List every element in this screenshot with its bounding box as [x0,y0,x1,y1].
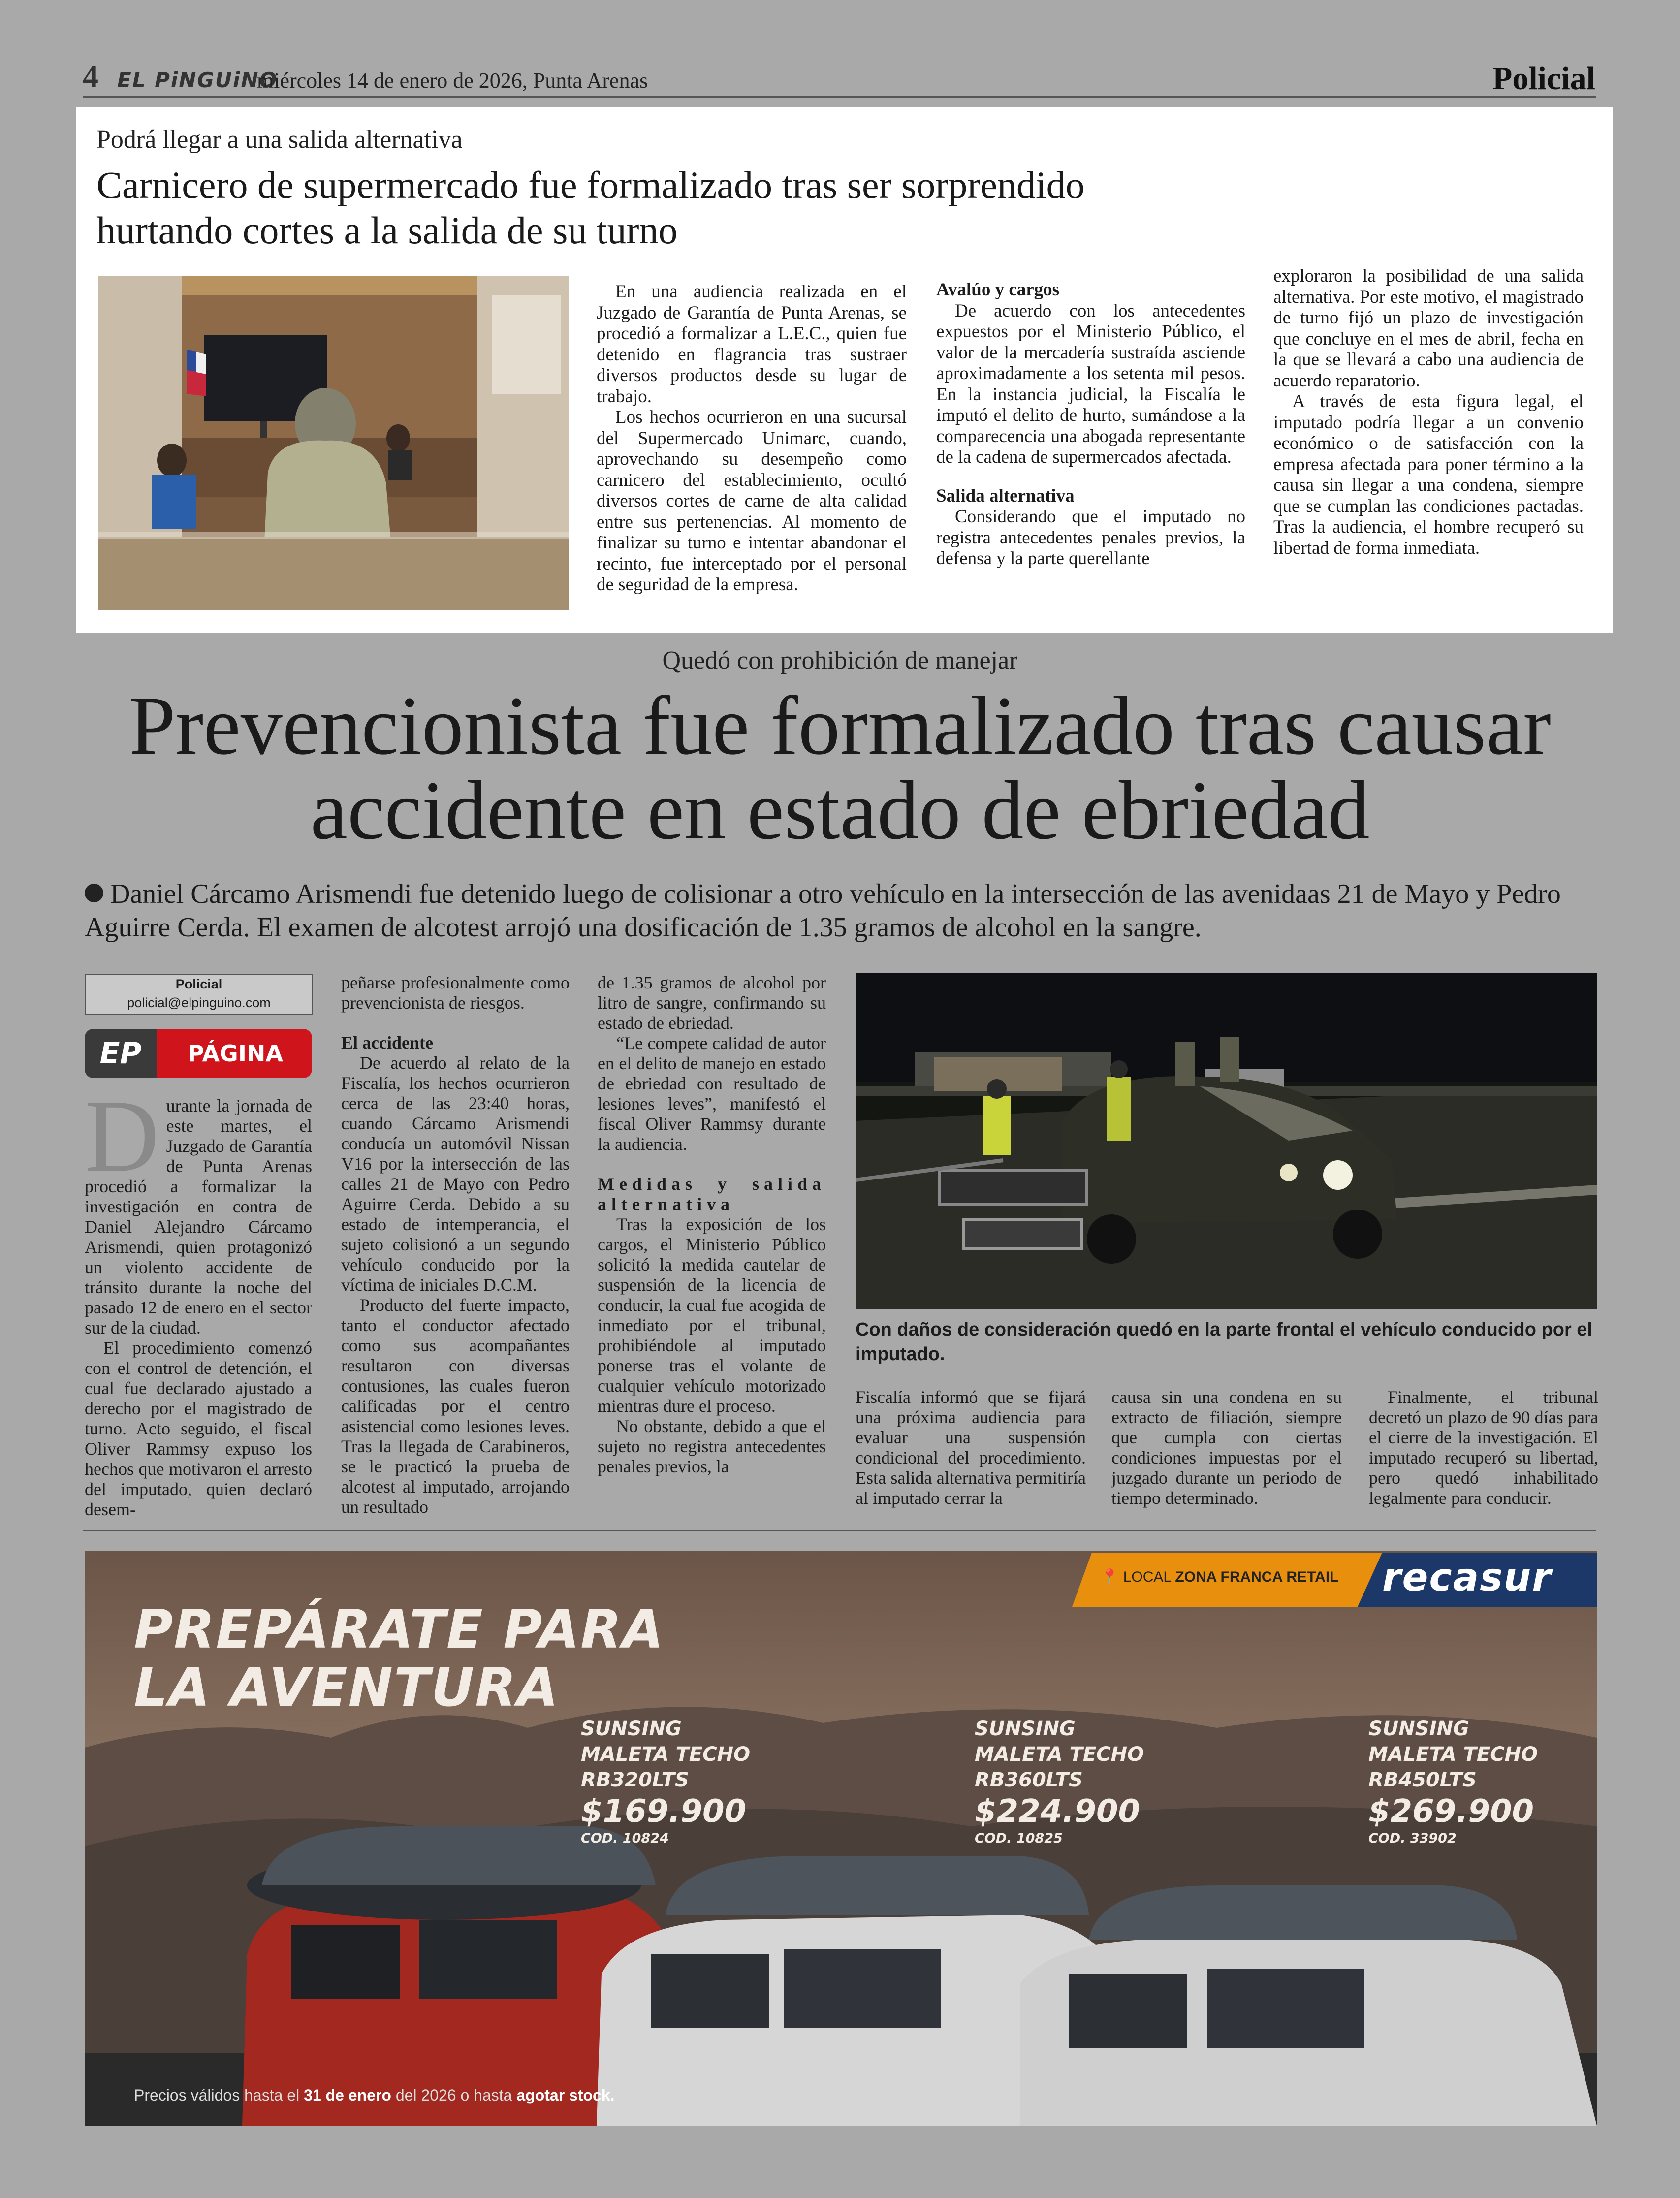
paragraph: peñarse profesionalmente como prevencionista de riesgos. [341,973,570,1013]
article1-column-3 [1273,266,1584,559]
photo-caption: Con daños de consideración quedó en la parte frontal el vehículo conducido por el imputado. [856,1319,1592,1365]
article2-column-4 [856,1387,1086,1508]
dateline: miércoles 14 de enero de 2026, Punta Arenas [257,68,648,93]
article2-deck [85,877,1601,944]
ad-legal: Precios válidos hasta el 31 de enero del 2026 o hasta agotar stock. [134,2086,615,2104]
subheading: El accidente [341,1033,433,1052]
article2-column-3 [598,973,826,1477]
paragraph: exploraron la posibilidad de una salida alternativa. Por este motivo, el magistrado de turno fijó un plazo de investigación que concluye en el mes de abril, fecha en la que se llevará a cabo una audiencia de acuerdo reparatorio. [1273,266,1584,391]
subheading: Salida alternativa [936,485,1075,506]
courtroom-photo [98,276,569,610]
accident-photo [856,973,1597,1309]
dropcap: D [85,1079,159,1193]
byline-email[interactable]: policial@elpinguino.com [127,995,271,1010]
paragraph: Fiscalía informó que se fijará una próxima audiencia para evaluar una suspensión condicional del procedimiento. Esta salida alternativa permitiría al imputado cerrar la [856,1387,1086,1508]
location-pin-icon: 📍 [1101,1569,1119,1585]
section-title: Policial [1492,61,1595,96]
product-1: SUNSING MALETA TECHO RB320LTS $169.900 COD. 10824 [581,1718,751,1846]
pagina-web-badge[interactable] [85,1029,312,1078]
subheading: Medidas y salida alternativa [598,1174,826,1214]
paragraph: Finalmente, el tribunal decretó un plazo de 90 días para el cierre de la investigación. El imputado recuperó su libertad, pero quedó inhabilitado legalmente para conducir. [1369,1387,1598,1508]
badge-label: PÁGINA [187,1040,284,1067]
product-2: SUNSING MALETA TECHO RB360LTS $224.900 COD. 10825 [975,1718,1144,1846]
article1-column-2 [936,280,1245,570]
deck-text: Daniel Cárcamo Arismendi fue detenido luego de colisionar a otro vehículo en la intersección de las avenidaas 21 de Mayo y Pedro Aguirre Cerda. El examen de alcotest arrojó una dosificación de 1.35 gramos de alcohol en la sangre. [85,879,1561,943]
brand-logo: recasur [1382,1556,1552,1600]
quote: “Le compete calidad de autor en el delito de manejo en estado de ebriedad con resultado de lesiones leves”, manifestó el fiscal Oliver Rammsy durante la audiencia. [598,1033,826,1154]
paragraph: Producto del fuerte impacto, tanto el conductor afectado como sus acompañantes resultaron con diversas contusiones, las cuales fueron calificadas por el centro asistencial como lesiones leves. Tras la llegada de Carabineros, se le practicó la prueba de alcotest al imputado, arrojando un resultado [341,1295,570,1517]
ep-logo-icon: EP [85,1029,157,1078]
paragraph: Tras la exposición de los cargos, el Ministerio Público solicitó la medida cautelar de suspensión de la licencia de conducir, la cual fue acogida de inmediato por el tribunal, prohibiéndole al imputado ponerse tras el volante de cualquier vehículo motorizado mientras dure el proceso. [598,1214,826,1416]
article2-kicker: Quedó con prohibición de manejar [662,646,1018,674]
ad-headline: PREPÁRATE PARA LA AVENTURA [134,1599,665,1719]
paragraph: No obstante, debido a que el sujeto no registra antecedentes penales previos, la [598,1416,826,1476]
paragraph: Los hechos ocurrieron en una sucursal del Supermercado Unimarc, cuando, aprovechando su desempeño como carnicero del establecimiento, ocultó diversos cortes de carne de alta calidad entre sus pertenencias. Al momento de finalizar su turno e intentar abandonar el recinto, fue interceptado por el personal de seguridad de la empresa. [597,407,907,595]
paragraph: El procedimiento comenzó con el control de detención, el cual fue declarado ajustado a derecho por el magistrado de turno. Acto seguido, el fiscal Oliver Rammsy expuso los hechos que motivaron el arresto del imputado, quien declaró desem- [85,1338,312,1519]
article2-column-5 [1111,1387,1342,1508]
page-number: 4 [83,59,98,94]
paragraph: urante la jornada de este martes, el Juzgado de Garantía de Punta Arenas procedió a formalizar la investigación en contra de Daniel Alejandro Cárcamo Arismendi, quien protagonizó un violento accidente de tránsito durante la noche del pasado 12 de enero en el sector sur de la ciudad. [85,1096,312,1338]
byline-section: Policial [175,977,222,991]
product-price: $269.900 [1368,1793,1534,1830]
article1-title: Carnicero de supermercado fue formalizado tras ser sorprendido hurtando cortes a la salida de su turno [96,163,1085,252]
article2-column-1 [85,1079,312,1520]
paragraph: De acuerdo con los antecedentes expuestos por el Ministerio Público, el valor de la mercadería sustraída asciende aproximadamente a los setenta mil pesos. En la instancia judicial, la Fiscalía le imputó el delito de hurto, sumándose a la comparecencia una abogada representante de la cadena de supermercados afectada. [936,300,1245,467]
paragraph: causa sin una condena en su extracto de filiación, siempre que cumpla con ciertas condiciones impuestas por el juzgado durante un periodo de tiempo determinado. [1111,1387,1342,1508]
paragraph: En una audiencia realizada en el Juzgado de Garantía de Punta Arenas, se procedió a formalizar a L.E.C., quien fue detenido en flagrancia tras sustraer diversos productos desde su lugar de trabajo. [597,282,907,407]
section-rule [83,1530,1596,1531]
ad-location: 📍 LOCAL ZONA FRANCA RETAIL [1101,1569,1339,1585]
product-3: SUNSING MALETA TECHO RB450LTS $269.900 COD. 33902 [1368,1718,1538,1846]
article2-column-6 [1369,1387,1598,1508]
byline-box [85,974,313,1015]
subheading: Avalúo y cargos [936,280,1060,300]
product-price: $224.900 [975,1793,1141,1830]
paragraph: Considerando que el imputado no registra antecedentes penales previos, la defensa y la parte querellante [936,507,1245,569]
paragraph: de 1.35 gramos de alcohol por litro de sangre, confirmando su estado de ebriedad. [598,973,826,1033]
paragraph: De acuerdo al relato de la Fiscalía, los hechos ocurrieron cerca de las 23:40 horas, cuando Cárcamo Arismendi conducía un automóvil Nissan V16 por la intersección de las calles 21 de Mayo con Pedro Aguirre Cerda. Debido a su estado de intemperancia, el sujeto colisionó a un segundo vehículo conducido por la víctima de iniciales D.C.M. [341,1053,570,1295]
article2-column-2 [341,973,570,1517]
article1-column-1 [597,282,907,596]
bullet-icon [85,884,103,902]
paragraph: A través de esta figura legal, el imputado podría llegar a un convenio económico o de satisfacción con la empresa afectada para poner término a la causa sin llegar a una condena, siempre que se cumplan las condiciones pactadas. Tras la audiencia, el hombre recuperó su libertad de forma inmediata. [1273,391,1584,558]
newspaper-logo: EL PiNGUiNO [117,68,278,92]
product-price: $169.900 [581,1793,747,1830]
article1-kicker: Podrá llegar a una salida alternativa [96,126,463,154]
article2-title: Prevencionista fue formalizado tras causar accidente en estado de ebriedad [129,679,1551,857]
header-rule [83,96,1596,98]
